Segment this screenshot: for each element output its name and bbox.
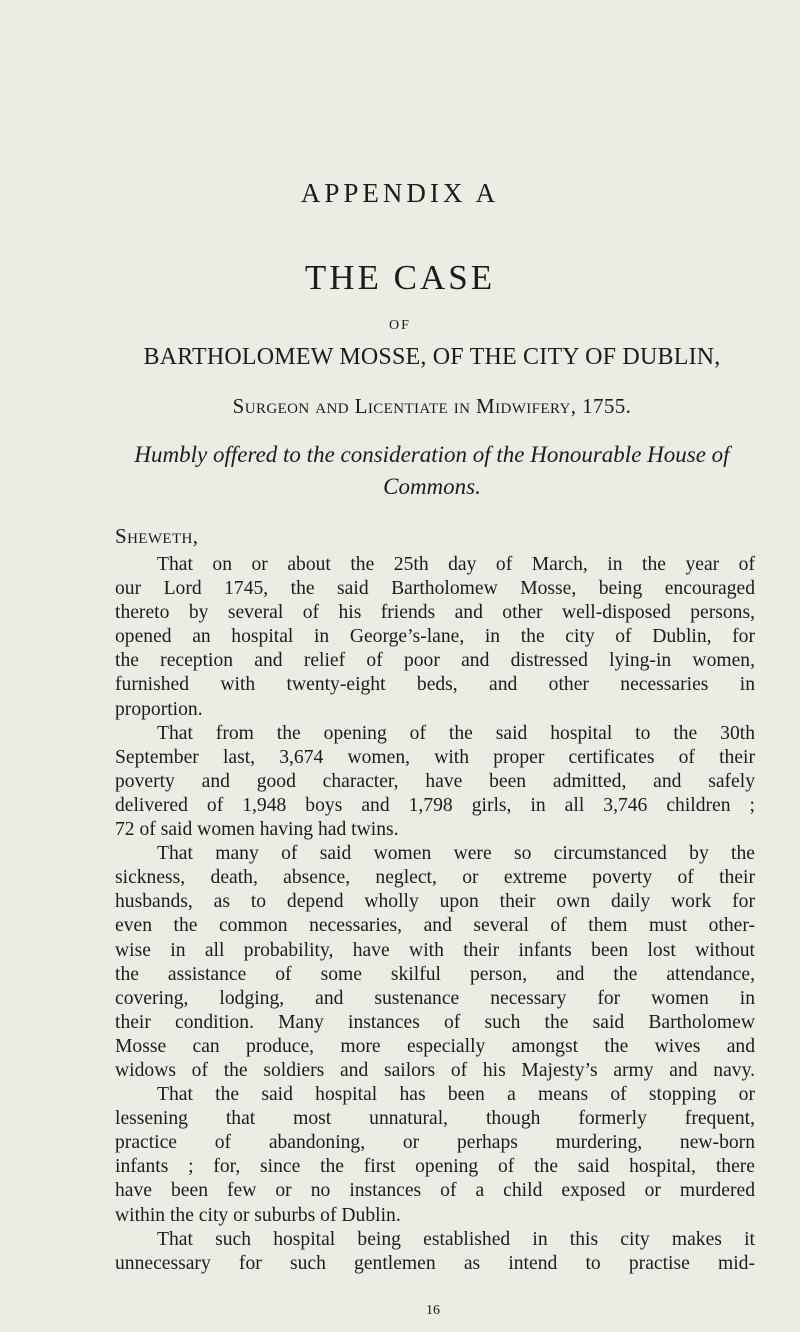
text-line: husbands, as to depend wholly upon their own daily work for xyxy=(115,891,755,913)
text-line: the assistance of some skilful person, and the attendance, xyxy=(115,963,755,985)
text-line: That the said hospital has been a means of stopping or xyxy=(157,1084,755,1106)
text-line: thereto by several of his friends and other well-disposed persons, xyxy=(115,602,755,624)
dedication-line: Commons. xyxy=(383,474,481,499)
of-connector: OF xyxy=(389,318,411,333)
dedication-line: Humbly offered to the consideration of the Honourable House of xyxy=(134,442,730,467)
text-line: covering, lodging, and sustenance necessary for women in xyxy=(115,987,755,1009)
text-line: That from the opening of the said hospital to the 30th xyxy=(157,722,755,744)
text-line: September last, 3,674 women, with proper certificates of their xyxy=(115,746,755,768)
salutation: Sheweth, xyxy=(115,524,199,548)
text-line: delivered of 1,948 boys and 1,798 girls, in all 3,746 children ; xyxy=(115,794,755,816)
text-line: within the city or suburbs of Dublin. xyxy=(115,1204,401,1226)
text-line: infants ; for, since the first opening of the said hospital, there xyxy=(115,1156,755,1178)
case-title: THE CASE xyxy=(304,258,496,297)
text-line: That many of said women were so circumstanced by the xyxy=(157,843,755,865)
text-line: have been few or no instances of a child exposed or murdered xyxy=(115,1180,755,1202)
page-number: 16 xyxy=(426,1303,440,1318)
petition-body xyxy=(115,553,755,1276)
text-line: practice of abandoning, or perhaps murdering, new-born xyxy=(115,1132,755,1154)
text-line: lessening that most unnatural, though formerly frequent, xyxy=(115,1108,755,1130)
text-line: unnecessary for such gentlemen as intend to practise mid- xyxy=(115,1252,755,1274)
text-line: That such hospital being established in this city makes it xyxy=(157,1228,755,1250)
dedication xyxy=(112,439,752,503)
text-line: opened an hospital in George’s-lane, in the city of Dublin, for xyxy=(115,626,755,648)
text-line: proportion. xyxy=(115,698,203,720)
text-line: poverty and good character, have been admitted, and safely xyxy=(115,770,755,792)
text-line: 72 of said women having had twins. xyxy=(115,819,399,841)
appendix-heading: APPENDIX A xyxy=(300,178,500,208)
text-line: our Lord 1745, the said Bartholomew Mosse, being encouraged xyxy=(115,578,755,600)
text-line: furnished with twenty-eight beds, and other necessaries in xyxy=(115,674,755,696)
subject-heading: BARTHOLOMEW MOSSE, OF THE CITY OF DUBLIN, xyxy=(143,344,721,370)
text-line: wise in all probability, have with their infants been lost without xyxy=(115,939,755,961)
text-line: widows of the soldiers and sailors of his Majesty’s army and navy. xyxy=(115,1059,755,1081)
text-line: Mosse can produce, more especially amongst the wives and xyxy=(115,1035,755,1057)
text-line: sickness, death, absence, neglect, or extreme poverty of their xyxy=(115,867,755,889)
text-line: their condition. Many instances of such the said Bartholomew xyxy=(115,1011,755,1033)
text-line: That on or about the 25th day of March, in the year of xyxy=(157,554,755,575)
role-subtitle: Surgeon and Licentiate in Midwifery, 1755. xyxy=(232,394,632,418)
text-line: even the common necessaries, and several of them must other- xyxy=(115,915,755,937)
text-line: the reception and relief of poor and distressed lying-in women, xyxy=(115,650,755,672)
